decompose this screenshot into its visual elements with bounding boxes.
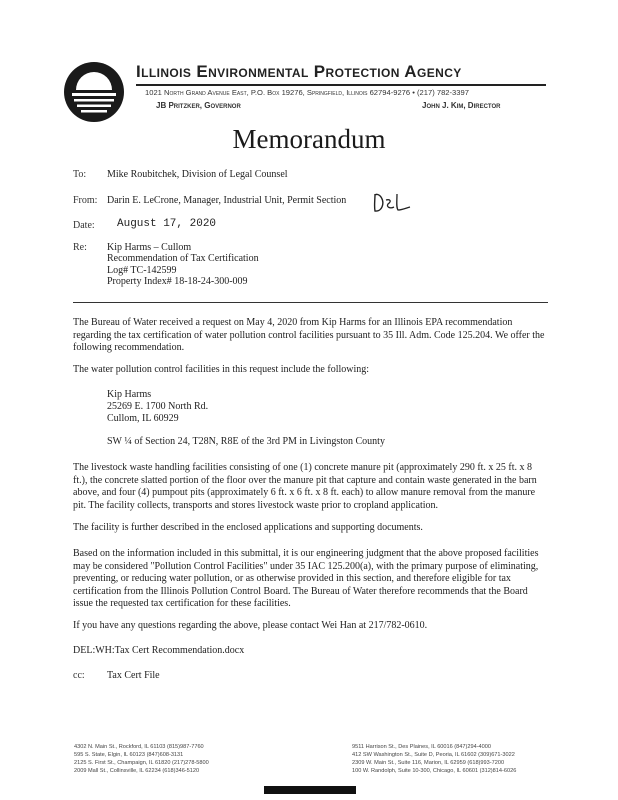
agency-name: Illinois Environmental Protection Agency — [136, 62, 462, 81]
footer-office: 2009 Mall St., Collinsville, IL 62234 (618)346-5120 — [74, 768, 200, 774]
footer-office: 412 SW Washington St., Suite D, Peoria, IL 61602 (309)671-3022 — [352, 752, 515, 758]
director-name: John J. Kim, Director — [422, 101, 501, 110]
paragraph-description: The livestock waste handling facilities consisting of one (1) concrete manure pit (approximately 290 ft. x 25 ft. x 8 ft.), the concrete slatted portion of the floor over the manure pit that capture and contain waste generated in the barn above, and four (4) pumpout pits (approximately 6 ft. x 6 ft. x 8 ft. each) to allow manure removal from the manure pit. The facility collects, transports and stores livestock waste prior to cropland application. — [73, 462, 537, 511]
paragraph-contact: If you have any questions regarding the above, please contact Wei Han at 217/782-0610. — [73, 620, 428, 631]
from-label: From: — [73, 195, 98, 206]
footer-offices-right — [352, 743, 516, 775]
re-block — [107, 242, 259, 288]
paragraph-further-described: The facility is further described in the enclosed applications and supporting documents. — [73, 522, 423, 533]
page-bottom-bar — [264, 786, 356, 794]
footer-offices-left — [74, 743, 209, 775]
date-value: August 17, 2020 — [117, 218, 217, 230]
owner-line: Cullom, IL 60929 — [107, 413, 179, 424]
re-line: Kip Harms – Cullom — [107, 242, 192, 253]
owner-address — [107, 389, 208, 425]
re-line: Recommendation of Tax Certification — [107, 253, 259, 265]
owner-line: Kip Harms — [107, 389, 152, 400]
letterhead-rule — [136, 84, 546, 86]
reference-line: DEL:WH:Tax Cert Recommendation.docx — [73, 645, 245, 656]
footer-office: 2309 W. Main St., Suite 116, Marion, IL 62959 (618)993-7200 — [352, 760, 505, 766]
footer-office: 4302 N. Main St., Rockford, IL 61103 (815)987-7760 — [74, 744, 204, 750]
initials-signature-icon — [372, 190, 412, 214]
footer-office: 2125 S. First St., Champaign, IL 61820 (217)278-5800 — [74, 760, 209, 766]
cc-label: cc: — [73, 670, 85, 681]
footer-office: 100 W. Randolph, Suite 10-300, Chicago, IL 60601 (312)814-6026 — [352, 768, 517, 774]
cc-value: Tax Cert File — [107, 670, 160, 681]
handwritten-initials — [372, 190, 412, 214]
paragraph-judgment: Based on the information included in this submittal, it is our engineering judgment that the above proposed facilities may be considered "Pollution Control Facilities" under 35 IAC 125.200(a), with the primary purpose of eliminating, preventing, or reducing water pollution, or as otherwise provided in this section, and therefore eligible for tax certification from the Illinois Pollution Control Board. The Bureau of Water therefore recommends that the Board issue the requested tax certification for these facilities. — [73, 548, 539, 610]
iepa-logo-icon — [62, 60, 126, 124]
owner-line: 25269 E. 1700 North Rd. — [107, 401, 209, 412]
header-divider — [73, 302, 548, 303]
re-line: Property Index# 18-18-24-300-009 — [107, 276, 248, 288]
governor-name: JB Pritzker, Governor — [156, 101, 241, 110]
footer-office: 9511 Harrison St., Des Plaines, IL 60016 (847)294-4000 — [352, 744, 491, 750]
footer-office: 595 S. State, Elgin, IL 60123 (847)608-3131 — [74, 752, 184, 758]
to-value: Mike Roubitchek, Division of Legal Counsel — [107, 169, 288, 180]
date-label: Date: — [73, 220, 95, 231]
to-label: To: — [73, 169, 87, 180]
from-value: Darin E. LeCrone, Manager, Industrial Unit, Permit Section — [107, 195, 347, 206]
paragraph-request: The Bureau of Water received a request on May 4, 2020 from Kip Harms for an Illinois EPA recommendation regarding the tax certification of water pollution control facilities pursuant to 35 Ill. Adm. Code 125.204. We offer the following recommendation. — [73, 317, 545, 354]
re-label: Re: — [73, 242, 87, 253]
agency-address: 1021 North Grand Avenue East, P.O. Box 19276, Springfield, Illinois 62794-9276 • (217) 782-3397 — [145, 88, 469, 97]
paragraph-facilities-intro: The water pollution control facilities in this request include the following: — [73, 364, 370, 375]
memo-title: Memorandum — [232, 124, 386, 154]
facility-location: SW ¼ of Section 24, T28N, R8E of the 3rd PM in Livingston County — [107, 436, 385, 447]
re-line: Log# TC-142599 — [107, 264, 177, 276]
